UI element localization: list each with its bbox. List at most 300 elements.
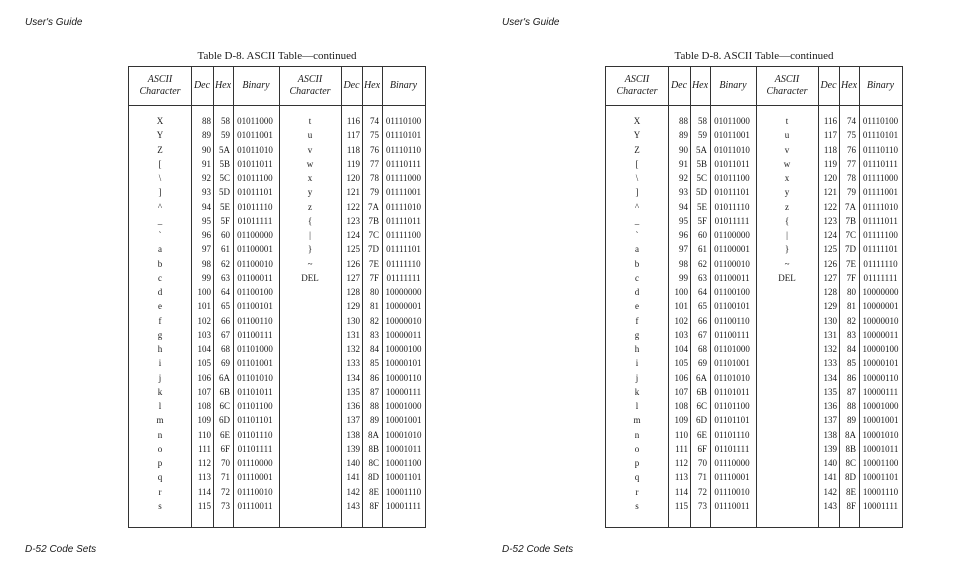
header-dec: Dec (193, 80, 211, 91)
cell-binary: 01111101 (386, 244, 421, 255)
table-row (129, 499, 425, 513)
cell-character: g (157, 329, 163, 340)
cell-character: Z (634, 144, 640, 155)
cell-character: } (307, 244, 313, 255)
cell-hex: 64 (221, 287, 230, 297)
header-dec: Dec (343, 80, 360, 91)
cell-binary: 10000010 (385, 315, 422, 326)
cell-hex: 71 (221, 472, 230, 483)
cell-binary: 01101101 (237, 415, 273, 426)
cell-hex: 86 (847, 372, 856, 383)
table-row (606, 356, 902, 370)
cell-hex: 6B (696, 386, 707, 397)
cell-hex: 67 (221, 329, 230, 340)
table-row (129, 214, 425, 228)
cell-character: t (785, 116, 789, 126)
table-row (129, 299, 425, 313)
cell-dec: 133 (823, 358, 837, 369)
cell-hex: 62 (221, 258, 230, 269)
cell-hex: 7E (369, 258, 379, 269)
table-row (129, 399, 425, 413)
cell-dec: 114 (197, 486, 211, 497)
cell-dec: 136 (346, 401, 360, 411)
cell-binary: 01101110 (714, 429, 750, 440)
cell-binary: 01011000 (237, 116, 273, 126)
cell-binary: 01101100 (714, 401, 750, 411)
cell-binary: 01100100 (237, 287, 273, 297)
cell-hex: 65 (698, 301, 707, 312)
cell-hex: 76 (847, 144, 856, 155)
cell-dec: 142 (823, 486, 837, 497)
table-row (606, 114, 902, 128)
cell-binary: 10001111 (863, 500, 898, 511)
cell-hex: 7F (369, 272, 379, 283)
cell-binary: 01111010 (863, 201, 898, 212)
cell-dec: 100 (197, 287, 211, 297)
header-binary: Binary (242, 80, 270, 91)
cell-hex: 7A (368, 201, 379, 212)
cell-character: a (635, 244, 639, 255)
cell-hex: 74 (370, 116, 379, 126)
cell-character: DEL (778, 272, 796, 283)
cell-character: m (156, 415, 164, 426)
cell-binary: 01110010 (714, 486, 750, 497)
cell-character: X (156, 116, 164, 126)
cell-binary: 10001111 (386, 500, 421, 511)
cell-binary: 10001011 (862, 443, 899, 454)
table-row (129, 314, 425, 328)
cell-hex: 5D (696, 187, 707, 198)
cell-dec: 131 (823, 329, 837, 340)
cell-binary: 01100001 (237, 244, 273, 255)
cell-binary: 01111100 (863, 230, 898, 240)
cell-character: x (307, 173, 313, 183)
table-row (129, 413, 425, 427)
table-row (606, 185, 902, 199)
table-row (606, 399, 902, 413)
table-row (606, 299, 902, 313)
cell-hex: 6A (219, 372, 230, 383)
cell-binary: 01111000 (386, 173, 421, 183)
cell-binary: 01011001 (714, 130, 750, 141)
table-row (129, 385, 425, 399)
cell-hex: 83 (370, 329, 379, 340)
cell-character: o (157, 443, 163, 454)
cell-hex: 70 (698, 458, 707, 468)
cell-character: r (635, 486, 639, 497)
cell-character: k (157, 386, 163, 397)
cell-hex: 5C (219, 173, 230, 183)
cell-hex: 83 (847, 329, 856, 340)
cell-dec: 129 (823, 301, 837, 312)
cell-hex: 89 (847, 415, 856, 426)
cell-character: [ (635, 158, 639, 169)
cell-binary: 10001101 (862, 472, 899, 483)
cell-binary: 10000011 (385, 329, 422, 340)
cell-binary: 01100111 (237, 329, 273, 340)
cell-dec: 89 (679, 130, 688, 141)
cell-dec: 118 (346, 144, 360, 155)
cell-dec: 111 (198, 443, 211, 454)
cell-dec: 107 (197, 386, 211, 397)
cell-binary: 01111010 (386, 201, 421, 212)
cell-binary: 01110000 (714, 458, 750, 468)
cell-hex: 5B (219, 158, 230, 169)
cell-dec: 91 (202, 158, 211, 169)
cell-dec: 95 (202, 215, 211, 226)
table-row (129, 428, 425, 442)
cell-dec: 103 (197, 329, 211, 340)
cell-hex: 75 (370, 130, 379, 141)
cell-hex: 7C (845, 230, 856, 240)
cell-binary: 01100100 (714, 287, 750, 297)
cell-dec: 93 (679, 187, 688, 198)
cell-binary: 10001110 (385, 486, 422, 497)
cell-binary: 01111110 (386, 258, 421, 269)
cell-hex: 6D (219, 415, 230, 426)
table-row (129, 143, 425, 157)
cell-hex: 81 (847, 301, 856, 312)
table-row (606, 143, 902, 157)
cell-character: X (633, 116, 641, 126)
cell-dec: 128 (346, 287, 360, 297)
cell-dec: 135 (823, 386, 837, 397)
cell-dec: 137 (346, 415, 360, 426)
cell-hex: 7D (368, 244, 379, 255)
cell-dec: 138 (823, 429, 837, 440)
cell-binary: 10000010 (862, 315, 899, 326)
cell-hex: 8F (846, 500, 856, 511)
page-right (477, 0, 954, 580)
cell-binary: 01101001 (237, 358, 273, 369)
cell-character: n (634, 429, 640, 440)
cell-binary: 01011101 (237, 187, 273, 198)
running-head: User's Guide (502, 17, 560, 28)
cell-character: Y (633, 130, 641, 141)
header-hex: Hex (691, 80, 709, 91)
cell-dec: 139 (823, 443, 837, 454)
table-row (129, 114, 425, 128)
cell-hex: 8B (845, 443, 856, 454)
table-row (606, 371, 902, 385)
cell-character: | (786, 230, 788, 240)
cell-dec: 92 (679, 173, 688, 183)
cell-dec: 134 (346, 372, 360, 383)
cell-hex: 79 (370, 187, 379, 198)
cell-hex: 7D (845, 244, 856, 255)
cell-character: u (307, 130, 313, 141)
cell-hex: 79 (847, 187, 856, 198)
cell-character: r (158, 486, 162, 497)
cell-character: y (307, 187, 313, 198)
cell-character: w (783, 158, 791, 169)
cell-dec: 107 (674, 386, 688, 397)
cell-binary: 01101011 (237, 386, 273, 397)
cell-binary: 01111100 (386, 230, 421, 240)
cell-character: ~ (784, 258, 790, 269)
table-row (129, 456, 425, 470)
header-binary: Binary (719, 80, 747, 91)
cell-hex: 74 (847, 116, 856, 126)
cell-dec: 106 (674, 372, 688, 383)
cell-hex: 76 (370, 144, 379, 155)
cell-hex: 63 (221, 272, 230, 283)
cell-dec: 111 (675, 443, 688, 454)
cell-dec: 120 (823, 173, 837, 183)
cell-binary: 01101110 (237, 429, 273, 440)
header-binary: Binary (866, 80, 895, 91)
cell-hex: 86 (370, 372, 379, 383)
cell-dec: 127 (823, 272, 837, 283)
cell-binary: 01011010 (714, 144, 750, 155)
cell-dec: 126 (346, 258, 360, 269)
cell-hex: 69 (698, 358, 707, 369)
cell-dec: 88 (202, 116, 211, 126)
table-row (129, 371, 425, 385)
cell-character: j (635, 372, 639, 383)
cell-dec: 108 (674, 401, 688, 411)
cell-binary: 10001101 (385, 472, 422, 483)
table-row (606, 157, 902, 171)
cell-character: l (635, 401, 639, 411)
table-row (606, 385, 902, 399)
cell-binary: 10000110 (385, 372, 422, 383)
cell-character: p (157, 458, 163, 468)
cell-dec: 91 (679, 158, 688, 169)
cell-dec: 109 (197, 415, 211, 426)
cell-binary: 01101100 (237, 401, 273, 411)
cell-hex: 5E (220, 201, 230, 212)
cell-dec: 128 (823, 287, 837, 297)
cell-dec: 125 (346, 244, 360, 255)
cell-dec: 96 (679, 230, 688, 240)
cell-dec: 113 (674, 472, 688, 483)
cell-character: f (158, 315, 162, 326)
cell-character: ^ (634, 201, 640, 212)
cell-character: v (784, 144, 790, 155)
cell-dec: 119 (346, 158, 360, 169)
cell-dec: 127 (346, 272, 360, 283)
cell-character: u (784, 130, 790, 141)
cell-hex: 6F (220, 443, 230, 454)
ascii-table (128, 66, 426, 528)
cell-character: ] (158, 187, 162, 198)
cell-binary: 01110101 (862, 130, 899, 141)
cell-hex: 7B (368, 215, 379, 226)
cell-binary: 10001000 (385, 401, 422, 411)
table-row (606, 314, 902, 328)
cell-dec: 141 (346, 472, 360, 483)
cell-hex: 70 (221, 458, 230, 468)
running-foot: D-52 Code Sets (502, 544, 574, 555)
cell-dec: 114 (674, 486, 688, 497)
table-row (129, 285, 425, 299)
cell-dec: 124 (823, 230, 837, 240)
table-row (606, 485, 902, 499)
cell-dec: 101 (197, 301, 211, 312)
cell-dec: 126 (823, 258, 837, 269)
cell-binary: 10001100 (862, 458, 899, 468)
table-row (606, 228, 902, 242)
cell-character: x (784, 173, 790, 183)
header-ascii-character: ASCII Character (616, 74, 658, 97)
cell-dec: 137 (823, 415, 837, 426)
cell-hex: 6E (220, 429, 230, 440)
cell-dec: 105 (197, 358, 211, 369)
cell-character: g (634, 329, 640, 340)
cell-binary: 01011011 (714, 158, 750, 169)
cell-character: \ (635, 173, 639, 183)
cell-dec: 110 (674, 429, 688, 440)
cell-dec: 132 (346, 344, 360, 354)
table-row (606, 242, 902, 256)
cell-character: e (635, 301, 639, 312)
cell-binary: 01101011 (714, 386, 750, 397)
cell-character: b (157, 258, 163, 269)
cell-dec: 116 (346, 116, 360, 126)
table-row (606, 428, 902, 442)
cell-binary: 10001100 (385, 458, 422, 468)
cell-binary: 01111101 (863, 244, 898, 255)
cell-character: v (307, 144, 313, 155)
cell-character: z (308, 201, 312, 212)
header-hex: Hex (840, 80, 858, 91)
cell-dec: 102 (674, 315, 688, 326)
cell-character: q (157, 472, 163, 483)
cell-dec: 92 (202, 173, 211, 183)
cell-dec: 143 (346, 500, 360, 511)
cell-dec: 123 (823, 215, 837, 226)
cell-hex: 87 (847, 386, 856, 397)
cell-binary: 01110100 (862, 116, 899, 126)
cell-binary: 01011001 (237, 130, 273, 141)
cell-binary: 10001011 (385, 443, 422, 454)
cell-dec: 129 (346, 301, 360, 312)
cell-hex: 75 (847, 130, 856, 141)
table-row (129, 171, 425, 185)
cell-binary: 01100110 (237, 315, 273, 326)
cell-binary: 01101111 (714, 443, 750, 454)
cell-dec: 130 (823, 315, 837, 326)
cell-character: | (309, 230, 311, 240)
cell-dec: 119 (823, 158, 837, 169)
cell-binary: 01110110 (863, 144, 898, 155)
table-caption: Table D-8. ASCII Table—continued (197, 50, 357, 62)
cell-hex: 82 (370, 315, 379, 326)
cell-hex: 63 (698, 272, 707, 283)
cell-binary: 10000011 (862, 329, 899, 340)
cell-hex: 61 (221, 244, 230, 255)
cell-character: Z (157, 144, 163, 155)
cell-hex: 77 (370, 158, 379, 169)
cell-binary: 01101101 (714, 415, 750, 426)
cell-hex: 85 (370, 358, 379, 369)
cell-character: \ (158, 173, 162, 183)
cell-dec: 131 (346, 329, 360, 340)
cell-character: j (158, 372, 162, 383)
cell-character: [ (158, 158, 162, 169)
cell-binary: 01110001 (237, 472, 273, 483)
cell-hex: 6E (697, 429, 707, 440)
table-row (129, 228, 425, 242)
cell-dec: 98 (679, 258, 688, 269)
cell-character: ^ (157, 201, 163, 212)
cell-binary: 01100011 (714, 272, 750, 283)
cell-binary: 01110011 (237, 500, 273, 511)
cell-hex: 78 (847, 173, 856, 183)
table-row (606, 200, 902, 214)
cell-hex: 65 (221, 301, 230, 312)
cell-binary: 01100101 (714, 301, 750, 312)
cell-character: l (158, 401, 162, 411)
cell-hex: 62 (698, 258, 707, 269)
cell-character: i (158, 358, 162, 369)
cell-character: { (307, 215, 313, 226)
cell-hex: 8A (368, 429, 379, 440)
cell-character: i (635, 358, 639, 369)
cell-binary: 01111001 (863, 187, 898, 198)
cell-character: d (157, 287, 163, 297)
table-row (129, 242, 425, 256)
cell-hex: 6A (696, 372, 707, 383)
table-row (129, 200, 425, 214)
cell-dec: 142 (346, 486, 360, 497)
table-row (606, 328, 902, 342)
cell-hex: 59 (698, 130, 707, 141)
cell-dec: 112 (674, 458, 688, 468)
cell-binary: 01100110 (714, 315, 750, 326)
cell-character: ] (635, 187, 639, 198)
cell-character: q (634, 472, 640, 483)
cell-character: h (157, 344, 163, 354)
cell-character: z (785, 201, 789, 212)
cell-character: DEL (301, 272, 319, 283)
cell-dec: 122 (823, 201, 837, 212)
cell-dec: 124 (346, 230, 360, 240)
cell-binary: 10000101 (385, 358, 422, 369)
cell-hex: 6F (697, 443, 707, 454)
table-row (129, 328, 425, 342)
cell-binary: 10001110 (862, 486, 899, 497)
cell-binary: 01101000 (714, 344, 750, 354)
table-row (606, 342, 902, 356)
cell-dec: 110 (197, 429, 211, 440)
cell-binary: 10000001 (385, 301, 422, 312)
cell-dec: 139 (346, 443, 360, 454)
cell-hex: 71 (698, 472, 707, 483)
cell-hex: 7A (845, 201, 856, 212)
cell-dec: 109 (674, 415, 688, 426)
cell-hex: 5A (219, 144, 230, 155)
cell-hex: 80 (370, 287, 379, 297)
cell-dec: 101 (674, 301, 688, 312)
cell-hex: 77 (847, 158, 856, 169)
header-dec: Dec (670, 80, 688, 91)
cell-hex: 5F (697, 215, 707, 226)
cell-binary: 01011110 (237, 201, 273, 212)
cell-binary: 10000111 (385, 386, 422, 397)
cell-character: k (634, 386, 640, 397)
cell-character: b (634, 258, 640, 269)
cell-dec: 99 (202, 272, 211, 283)
cell-dec: 104 (674, 344, 688, 354)
cell-binary: 10001001 (385, 415, 422, 426)
cell-dec: 103 (674, 329, 688, 340)
cell-hex: 8A (845, 429, 856, 440)
cell-binary: 01100111 (714, 329, 750, 340)
table-row (129, 271, 425, 285)
cell-binary: 10000110 (862, 372, 899, 383)
